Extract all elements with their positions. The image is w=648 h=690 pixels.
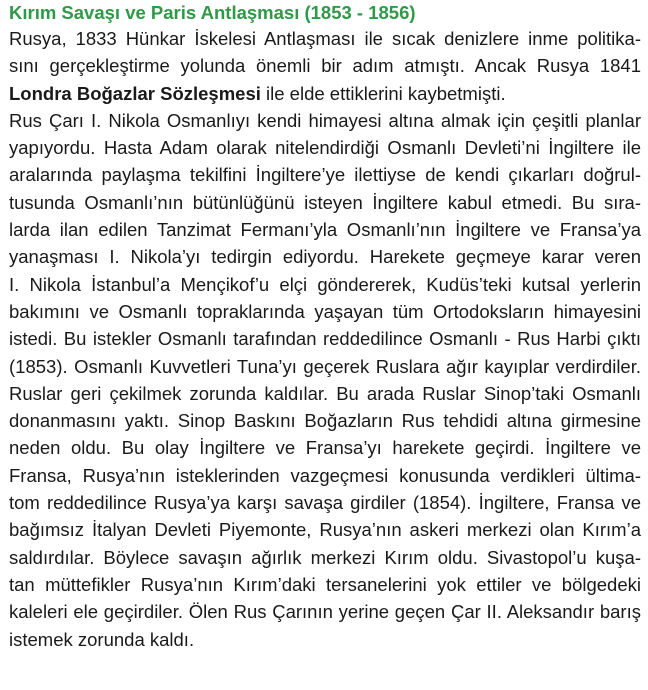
bold-term: Londra Boğazlar Sözleşmesi xyxy=(9,82,261,104)
text-line: I. Nikola İstanbul’a Mençikof’u elçi göndererek, Kudüs’teki kutsal yerlerin xyxy=(9,273,641,295)
text-line xyxy=(9,52,641,79)
text-line: yanaşması I. Nikola’yı tedirgin ediyordu. Harekete geçmeye karar veren xyxy=(9,246,641,268)
text-line: bağımsız İtalyan Devleti Piyemonte, Rusya’nın askeri merkezi olan Kırım’a xyxy=(9,519,641,541)
text-line: neden oldu. Bu olay İngiltere ve Fransa’yı harekete geçirdi. İngiltere ve xyxy=(9,437,641,459)
text-line: saldırdılar. Böylece savaşın ağırlık merkezi Kırım oldu. Sivastopol’u kuşa- xyxy=(9,546,641,568)
text-line: bakımını ve Osmanlı topraklarında yaşayan tüm Ortodoksların himayesini xyxy=(9,300,641,322)
document-page xyxy=(9,0,641,653)
text-line: aralarında paylaşma tekilfini İngiltere’ye ilettiyse de kendi çıkarları doğrul- xyxy=(9,164,641,186)
text-line xyxy=(9,80,641,107)
text-line: istedi. Bu istekler Osmanlı tarafından reddedilince Osmanlı - Rus Harbi çıktı xyxy=(9,328,641,350)
line-text: ile elde ettiklerini kaybetmişti. xyxy=(260,82,506,104)
paragraph-2 xyxy=(9,107,641,653)
text-line: larda ilan edilen Tanzimat Fermanı’yla Osmanlı’nın İngiltere ve Fransa’ya xyxy=(9,219,641,241)
text-line: istemek zorunda kaldı. xyxy=(9,628,195,650)
text-line: tom reddedilince Rusya’ya karşı savaşa girdiler (1854). İngiltere, Fransa ve xyxy=(9,492,641,514)
text-line: yapıyordu. Hasta Adam olarak nitelendirdiği Osmanlı Devleti’ni İngiltere ile xyxy=(9,137,641,159)
line-text: sını gerçekleştirme yolunda önemli bir adım atmıştı. Ancak Rusya 1841 xyxy=(9,55,641,77)
text-line: tusunda Osmanlı’nın bütünlüğünü isteyen İngiltere kabul etmedi. Bu sıra- xyxy=(9,191,641,213)
text-line: tan müttefikler Rusya’nın Kırım’daki tersanelerini yok ettiler ve bölgedeki xyxy=(9,573,641,595)
text-line: donanmasını yaktı. Sinop Baskını Boğazların Rus tehdidi altına girmesine xyxy=(9,410,641,432)
section-title: Kırım Savaşı ve Paris Antlaşması (1853 - 1856) xyxy=(9,2,416,23)
text-line: kaleleri ele geçirdiler. Ölen Rus Çarının yerine geçen Çar II. Aleksandır barış xyxy=(9,601,641,623)
text-line: Ruslar geri çekilmek zorunda kaldılar. Bu arada Ruslar Sinop’taki Osmanlı xyxy=(9,382,641,404)
text-line: Rus Çarı I. Nikola Osmanlıyı kendi himayesi altına almak için çeşitli planlar xyxy=(9,109,641,131)
paragraph-1 xyxy=(9,25,641,107)
text-line: (1853). Osmanlı Kuvvetleri Tuna’yı geçerek Ruslara ağır kayıplar verdirdiler. xyxy=(9,355,641,377)
text-line xyxy=(9,25,641,52)
text-line: Fransa, Rusya’nın isteklerinden vazgeçmesi konusunda verdikleri ültima- xyxy=(9,464,641,486)
line-text: Rusya, 1833 Hünkar İskelesi Antlaşması ile sıcak denizlere inme politika- xyxy=(9,28,641,49)
